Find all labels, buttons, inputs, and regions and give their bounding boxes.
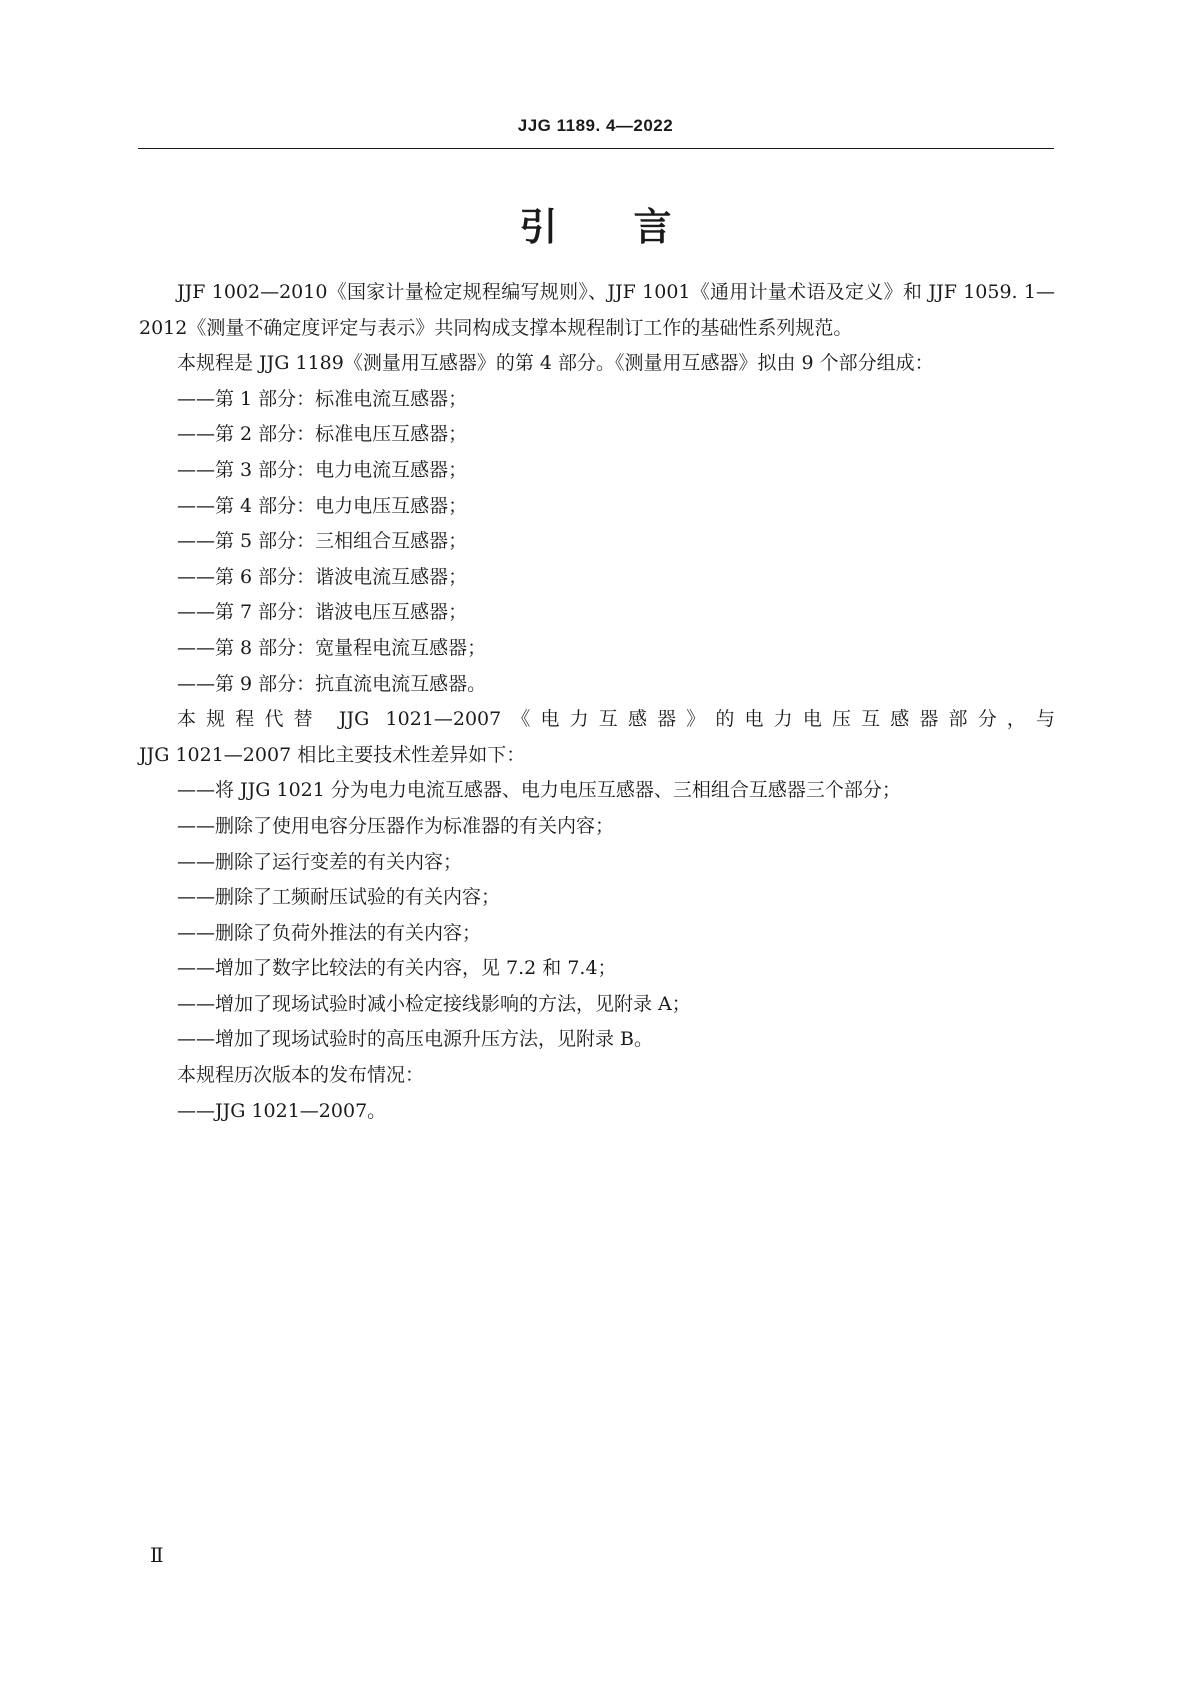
list-item-text: ——将 JJG 1021 分为电力电流互感器、电力电压互感器、三相组合互感器三个部分； bbox=[177, 779, 901, 802]
list-item-text: ——第 6 部分：谐波电流互感器； bbox=[177, 565, 468, 588]
header-divider bbox=[138, 148, 1054, 149]
list-item bbox=[139, 524, 1055, 560]
list-item-text: ——增加了数字比较法的有关内容，见 7.2 和 7.4； bbox=[177, 957, 617, 980]
list-item bbox=[139, 667, 1055, 703]
list-item-text: ——第 1 部分：标准电流互感器； bbox=[177, 387, 468, 410]
list-item bbox=[139, 773, 1055, 809]
list-item bbox=[139, 951, 1055, 987]
list-item bbox=[139, 631, 1055, 667]
paragraph-replacement-line-2: JJG 1021—2007 相比主要技术性差异如下： bbox=[139, 743, 526, 766]
list-item-text: ——第 4 部分：电力电压互感器； bbox=[177, 494, 468, 517]
list-item bbox=[139, 987, 1055, 1023]
list-item bbox=[139, 1094, 1055, 1130]
list-item bbox=[139, 845, 1055, 881]
document-body bbox=[139, 275, 1055, 1129]
list-item bbox=[139, 417, 1055, 453]
list-item-text: ——删除了使用电容分压器作为标准器的有关内容； bbox=[177, 814, 615, 837]
history-list bbox=[139, 1094, 1055, 1130]
list-item bbox=[139, 382, 1055, 418]
page-title-char-1: 引 bbox=[519, 205, 558, 249]
page-number: Ⅱ bbox=[150, 1543, 164, 1567]
list-item-text: ——第 3 部分：电力电流互感器； bbox=[177, 458, 468, 481]
paragraph-normative-references: JJF 1002—2010《国家计量检定规程编写规则》、JJF 1001《通用计量术语及定义》和 JJF 1059. 1—2012《测量不确定度评定与表示》共同构成支撑本规程制订工作的基础性系列规范。 bbox=[139, 281, 1055, 339]
list-item bbox=[139, 489, 1055, 525]
list-item-text: ——删除了负荷外推法的有关内容； bbox=[177, 921, 482, 944]
paragraph-version-history: 本规程历次版本的发布情况： bbox=[177, 1064, 425, 1087]
list-item bbox=[139, 809, 1055, 845]
list-item bbox=[139, 916, 1055, 952]
page-header-code: JJG 1189. 4—2022 bbox=[517, 116, 674, 135]
list-item-text: ——第 8 部分：宽量程电流互感器； bbox=[177, 636, 487, 659]
list-item bbox=[139, 560, 1055, 596]
list-item-text: ——删除了运行变差的有关内容； bbox=[177, 850, 463, 873]
list-item-text: ——第 7 部分：谐波电压互感器； bbox=[177, 601, 468, 624]
page-title bbox=[0, 196, 1191, 251]
page-title-char-2: 言 bbox=[633, 205, 672, 249]
list-item bbox=[139, 595, 1055, 631]
list-item-text: ——增加了现场试验时的高压电源升压方法，见附录 B。 bbox=[177, 1028, 654, 1051]
changes-list bbox=[139, 773, 1055, 1058]
parts-list bbox=[139, 382, 1055, 702]
list-item-text: ——删除了工频耐压试验的有关内容； bbox=[177, 886, 501, 909]
paragraph-replacement-line-1: 本规程代替 JJG 1021—2007《电力互感器》的电力电压互感器部分，与 bbox=[177, 708, 1055, 731]
list-item bbox=[139, 453, 1055, 489]
paragraph-series-intro: 本规程是 JJG 1189《测量用互感器》的第 4 部分。《测量用互感器》拟由 9 个部分组成： bbox=[177, 352, 934, 375]
list-item-text: ——JJG 1021—2007。 bbox=[177, 1099, 387, 1122]
list-item-text: ——第 5 部分：三相组合互感器； bbox=[177, 530, 468, 553]
list-item bbox=[139, 880, 1055, 916]
list-item-text: ——增加了现场试验时减小检定接线影响的方法，见附录 A； bbox=[177, 992, 691, 1015]
list-item bbox=[139, 1022, 1055, 1058]
list-item-text: ——第 2 部分：标准电压互感器； bbox=[177, 423, 468, 446]
list-item-text: ——第 9 部分：抗直流电流互感器。 bbox=[177, 672, 487, 695]
